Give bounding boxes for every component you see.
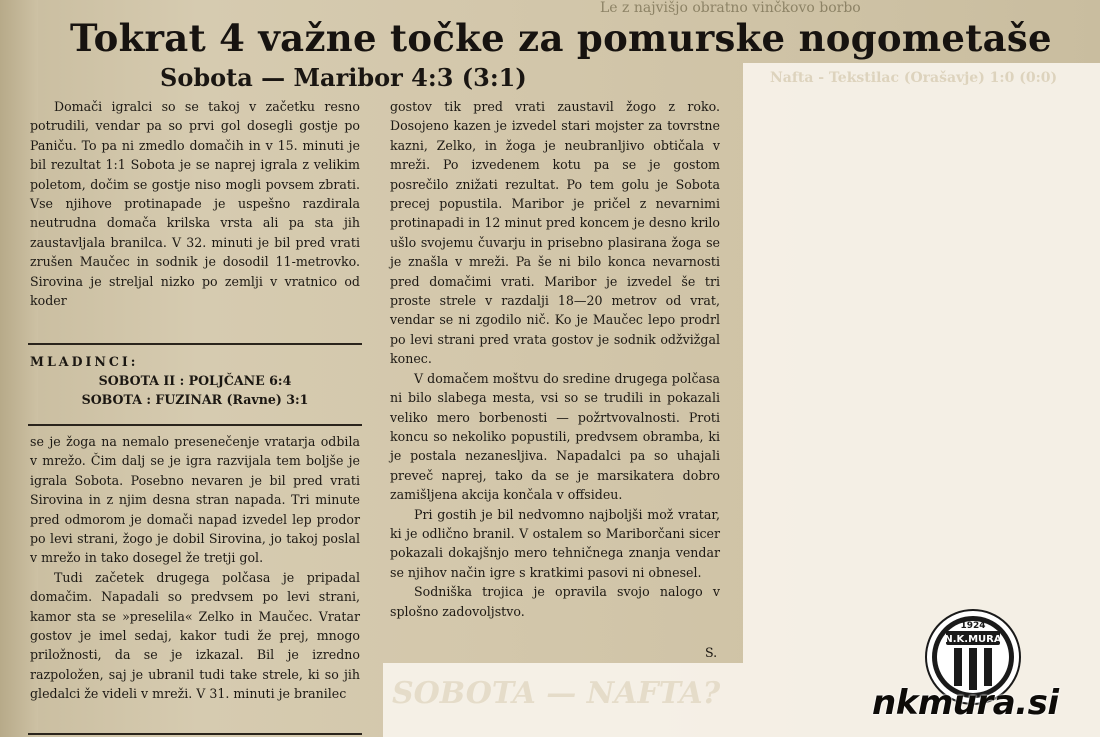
- logo-name: N.K.MURA: [944, 634, 1002, 645]
- author-signature: S.: [705, 645, 718, 660]
- article-headline: Tokrat 4 važne točke za pomurske nogometaše: [70, 16, 1052, 60]
- divider: [28, 343, 362, 345]
- article-column-1-bottom: [30, 432, 360, 704]
- match-result-subhead: Sobota — Maribor 4:3 (3:1): [160, 63, 527, 92]
- paragraph: Domači igralci so se takoj v začetku resno potrudili, vendar pa so prvi gol dosegli gostje po Paniču. To pa ni zmedlo domačih in v 15. minuti je bil rezultat 1:1 Sobota je se naprej igrala z velikim poletom, dočim se gostje niso mogli povsem zbrati. Vse njihove protinapade je uspešno razdirala neutrudna domača krilska vrsta ali pa sta jih zaustavljala branilca. V 32. minuti je bil pred vrati zrušen Maučec in sodnik je dosodil 11-metrovko. Sirovina je streljal nizko po zemlji v vratnico od koder: [30, 99, 360, 309]
- website-brand-watermark: nkmura.si: [872, 683, 1059, 723]
- youth-label: MLADINCI:: [30, 354, 139, 369]
- youth-results-box: [30, 352, 360, 409]
- divider: [28, 733, 362, 735]
- faded-bottom-title: SOBOTA — NAFTA?: [392, 676, 721, 711]
- previous-headline-fragment: Le z najvišjo obratno vinčkovo borbo: [600, 0, 861, 16]
- faded-neighbour-article: [743, 63, 1100, 663]
- paragraph: Pri gostih je bil nedvomno najboljši mož vratar, ki je odlično branil. V ostalem so Mariborčani sicer pokazali dokajšnjo mero tehničnega znanja vendar se njihov način igre s kratkimi pasovi ni obnesel.: [390, 506, 720, 580]
- paragraph: V domačem moštvu do sredine drugega polčasa ni bilo slabega mesta, vsi so se trudili in pokazali veliko mero borbenosti — požrtvovalnosti. Proti koncu so nekoliko popustili, predvsem obramba, ki je postala nezanesljiva. Napadalci pa so uhajali preveč naprej, tako da se je marsikatera dobro zamišljena akcija končala v offsideu.: [390, 370, 720, 503]
- youth-result: SOBOTA : FUZINAR (Ravne) 3:1: [81, 392, 309, 407]
- paragraph: se je žoga na nemalo presenečenje vratarja odbila v mrežo. Čim dalj se je igra razvijala tem boljše je igrala Sobota. Posebno nevaren je bil pred vrati Sirovina in z njim desna stran napada. Tri minute pred odmorom je domači napad izvedel lep prodor po levi strani, žogo je dobil Sirovina, jo takoj poslal v mrežo in tako dosegel že tretji gol.: [30, 434, 360, 566]
- faded-article-title: Nafta - Tekstilac (Orašavje) 1:0 (0:0): [770, 70, 1058, 86]
- paragraph: Sodniška trojica je opravila svojo nalogo v splošno zadovoljstvo.: [390, 584, 720, 619]
- article-column-1-top: [30, 97, 360, 310]
- paragraph: gostov tik pred vrati zaustavil žogo z roko. Dosojeno kazen je izvedel stari mojster za tovrstne kazni, Zelko, in žoga je neubranljivo obtičala v mreži. Po izvedenem kotu pa se je gostom posrečilo znižati rezultat. Po tem golu je Sobota precej popustila. Maribor je pričel z nevarnimi protinapadi in 12 minut pred koncem je desno krilo ušlo svojemu čuvarju in prisebno plasirana žoga se je znašla v mreži. Pa še ni bilo konca nevarnosti pred domačimi vrati. Maribor je izvedel še tri proste strele v razdalji 18—20 metrov od vrat, vendar se ni zgodilo nič. Ko je Maučec lepo prodrl po levi strani pred vrata gostov je sodnik odžvižgal konec.: [390, 99, 720, 367]
- logo-year: 1924: [960, 621, 986, 631]
- paragraph: Tudi začetek drugega polčasa je pripadal domačim. Napadali so predvsem po levi strani, kamor sta se »preselila« Zelko in Maučec. Vratar gostov je imel sedaj, kakor tudi že prej, mnogo priložnosti, da se je izkazal. Bil je izredno razpoložen, saj je ubranil tudi take strele, ki so jih gledalci že videli v mreži. V 31. minuti je branilec: [30, 569, 360, 702]
- youth-result: SOBOTA II : POLJČANE 6:4: [98, 373, 292, 388]
- article-column-2: [390, 97, 720, 621]
- divider: [28, 424, 362, 426]
